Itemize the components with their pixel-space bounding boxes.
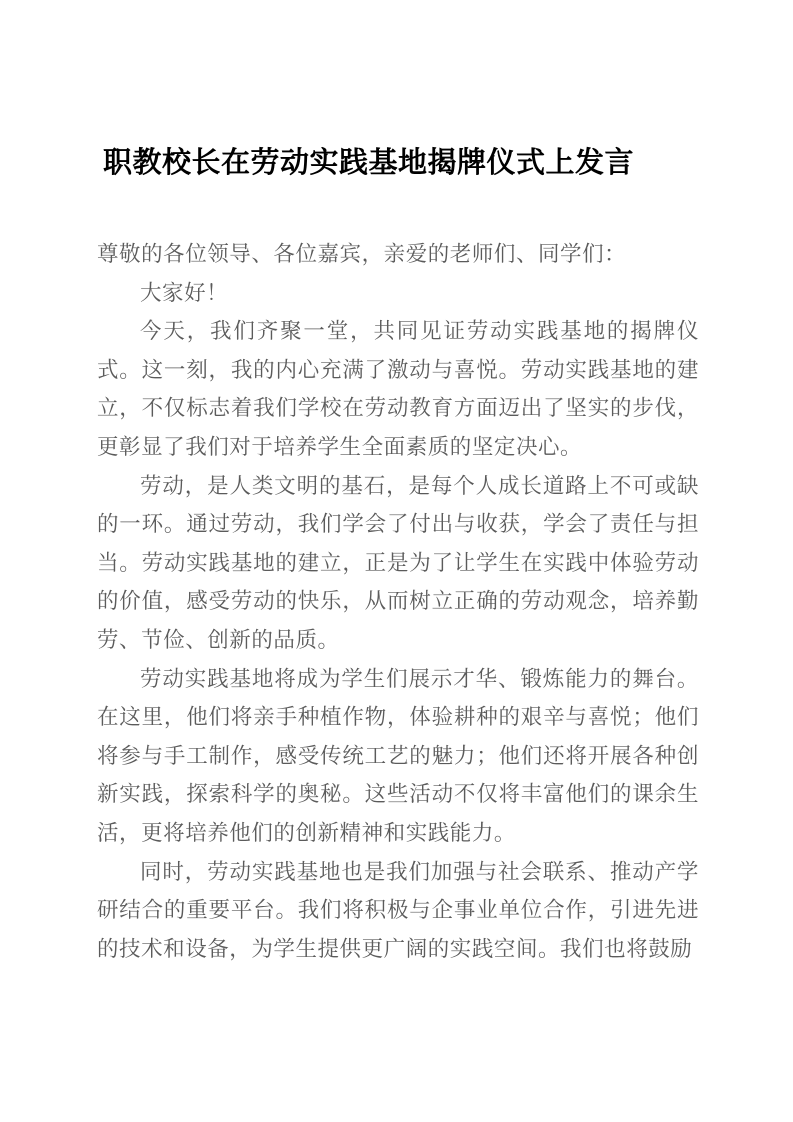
paragraph-greeting: 大家好！ bbox=[140, 280, 229, 306]
paragraph-industry-education: 同时，劳动实践基地也是我们加强与社会联系、推动产学研结合的重要平台。我们将积极与企事业单位合作，引进先进的技术和设备，为学生提供更广阔的实践空间。我们也将鼓励 bbox=[97, 859, 699, 962]
paragraph-opening: 今天，我们齐聚一堂，共同见证劳动实践基地的揭牌仪式。这一刻，我的内心充满了激动与喜悦。劳动实践基地的建立，不仅标志着我们学校在劳动教育方面迈出了坚实的步伐，更彰显了我们对于培养学生全面素质的坚定决心。 bbox=[97, 319, 699, 460]
paragraph-stage: 劳动实践基地将成为学生们展示才华、锻炼能力的舞台。在这里，他们将亲手种植作物，体验耕种的艰辛与喜悦；他们将参与手工制作，感受传统工艺的魅力；他们还将开展各种创新实践，探索科学的奥秘。这些活动不仅将丰富他们的课余生活，更将培养他们的创新精神和实践能力。 bbox=[97, 666, 699, 846]
paragraph-labor-value: 劳动，是人类文明的基石，是每个人成长道路上不可或缺的一环。通过劳动，我们学会了付出与收获，学会了责任与担当。劳动实践基地的建立，正是为了让学生在实践中体验劳动的价值，感受劳动的快乐，从而树立正确的劳动观念，培养勤劳、节俭、创新的品质。 bbox=[97, 473, 699, 653]
page-title: 职教校长在劳动实践基地揭牌仪式上发言 bbox=[103, 145, 635, 179]
document-body bbox=[97, 140, 699, 969]
paragraph-salutation: 尊敬的各位领导、各位嘉宾，亲爱的老师们、同学们： bbox=[97, 242, 627, 267]
